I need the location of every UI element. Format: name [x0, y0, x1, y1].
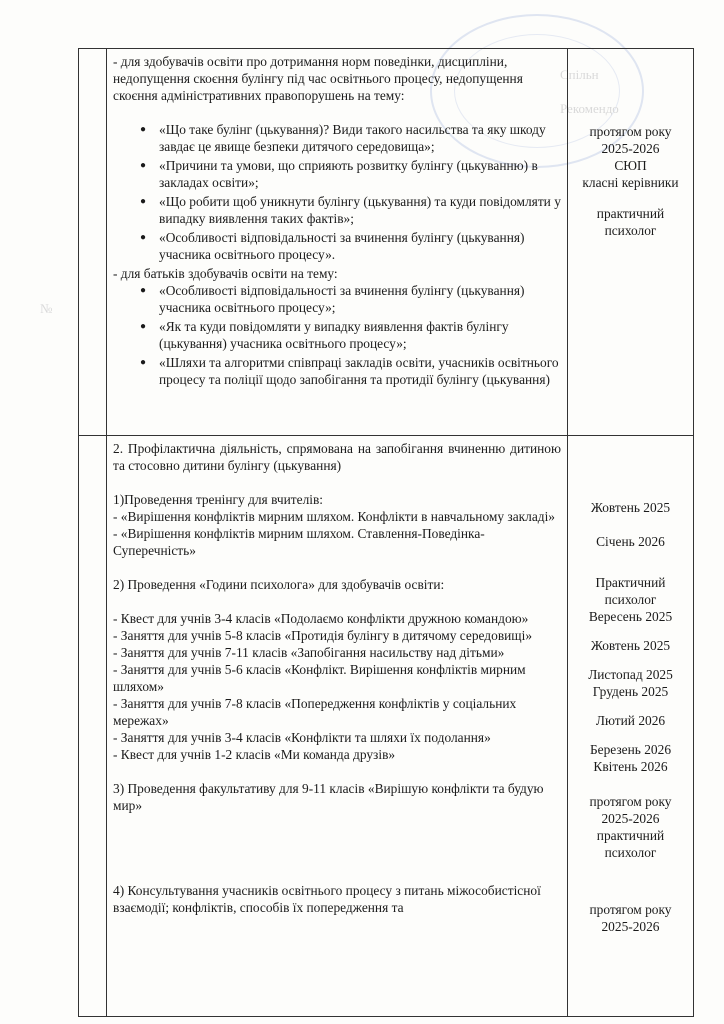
date-text: Жовтень 2025	[590, 638, 671, 653]
list-item: ● «Причини та умови, що сприяють розвитку булінгу (цькуванню) в закладах освіти»;	[159, 157, 561, 191]
list-item: - Квест для учнів 1-2 класів «Ми команда друзів»	[113, 747, 396, 762]
student-topics-list	[113, 121, 561, 263]
list-item: - Заняття для учнів 5-6 класів «Конфлікт. Вирішення конфліктів мирним шляхом»	[113, 662, 526, 694]
consulting-title: 4) Консультування учасників освітнього процесу з питань міжособистісної взаємодії; конфліктів, способів їх попередження та	[113, 883, 541, 915]
students-intro: - для здобувачів освіти про дотримання норм поведінки, дисципліни, недопущення скоєння булінгу під час освітнього процесу, недопущення скоєння адміністративних правопорушень на тему:	[113, 54, 523, 103]
bleed-through-text: Спільн	[560, 67, 599, 82]
date-text: Вересень 2025	[588, 609, 673, 624]
responsible-cell	[568, 49, 694, 436]
bleed-through-text: Рекомендо	[560, 101, 619, 116]
list-item: - Заняття для учнів 5-8 класів «Протидія булінгу в дитячому середовищі»	[113, 628, 533, 643]
date-text: Березень 2026	[589, 742, 672, 757]
list-item: ● «Шляхи та алгоритми співпраці закладів освіти, учасників освітнього процесу та поліції щодо запобігання та протидії булінгу (цькування)	[159, 354, 561, 388]
training-title: 1)Проведення тренінгу для вчителів:	[113, 492, 324, 507]
responsible-text: психолог	[604, 223, 657, 238]
list-item: - Заняття для учнів 7-8 класів «Попередження конфліктів у соціальних мережах»	[113, 696, 517, 728]
elective-title: 3) Проведення факультативу для 9-11 класів «Вирішую конфлікти та будую мир»	[113, 781, 544, 813]
row-number-cell	[79, 49, 107, 436]
date-text: Грудень 2025	[592, 684, 669, 699]
list-item: - «Вирішення конфліктів мирним шляхом. Конфлікти в навчальному закладі»	[113, 509, 556, 524]
year-text: 2025-2026	[601, 141, 660, 156]
bleed-through-text: №	[40, 301, 53, 316]
activity-cell	[107, 436, 568, 1017]
date-text: Лютий 2026	[595, 713, 666, 728]
list-item: - «Вирішення конфліктів мирним шляхом. Ставлення-Поведінка-Суперечність»	[113, 526, 485, 558]
psychologist-hour-title: 2) Проведення «Години психолога» для здобувачів освіти:	[113, 577, 445, 592]
responsible-text: класні керівники	[582, 175, 679, 190]
list-item: ● «Особливості відповідальності за вчинення булінгу (цькування) учасника освітнього процесу»;	[159, 282, 561, 316]
period-text: протягом року	[589, 124, 672, 139]
parents-intro: - для батьків здобувачів освіти на тему:	[113, 266, 338, 281]
list-item: ● «Що робити щоб уникнути булінгу (цькування) та куди повідомляти у випадку виявлення таких фактів»;	[159, 193, 561, 227]
date-text: Листопад 2025	[588, 667, 673, 682]
responsible-text: Практичний	[595, 575, 666, 590]
table-row	[79, 436, 694, 1017]
period-text: протягом року	[589, 902, 672, 917]
list-item: ● «Як та куди повідомляти у випадку виявлення фактів булінгу (цькування) учасника освітнього процесу»;	[159, 318, 561, 352]
list-item: ● «Що таке булінг (цькування)? Види такого насильства та яку шкоду завдає це явище безпеки дитячого середовища»;	[159, 121, 561, 155]
list-item: ● «Особливості відповідальності за вчинення булінгу (цькування) учасника освітнього процесу».	[159, 229, 561, 263]
year-text: 2025-2026	[601, 919, 660, 934]
date-text: Квітень 2026	[593, 759, 668, 774]
year-text: 2025-2026	[601, 811, 660, 826]
plan-table	[78, 48, 694, 1017]
responsible-text: практичний	[596, 828, 665, 843]
responsible-cell	[568, 436, 694, 1017]
date-text: Січень 2026	[596, 534, 665, 549]
section-heading: 2. Профілактична діяльність, спрямована на запобігання вчиненню дитиною та стосовно дитини булінгу (цькування)	[113, 441, 561, 473]
row-number-cell	[79, 436, 107, 1017]
activity-cell	[107, 49, 568, 436]
responsible-text: психолог	[604, 592, 657, 607]
responsible-text: СЮП	[614, 158, 647, 173]
responsible-text: практичний	[596, 206, 665, 221]
list-item: - Заняття для учнів 7-11 класів «Запобігання насильству над дітьми»	[113, 645, 505, 660]
responsible-text: психолог	[604, 845, 657, 860]
date-text: Жовтень 2025	[590, 500, 671, 515]
list-item: - Квест для учнів 3-4 класів «Подолаємо конфлікти дружною командою»	[113, 611, 529, 626]
list-item: - Заняття для учнів 3-4 класів «Конфлікти та шляхи їх подолання»	[113, 730, 491, 745]
parent-topics-list	[113, 282, 561, 388]
table-row	[79, 49, 694, 436]
period-text: протягом року	[589, 794, 672, 809]
